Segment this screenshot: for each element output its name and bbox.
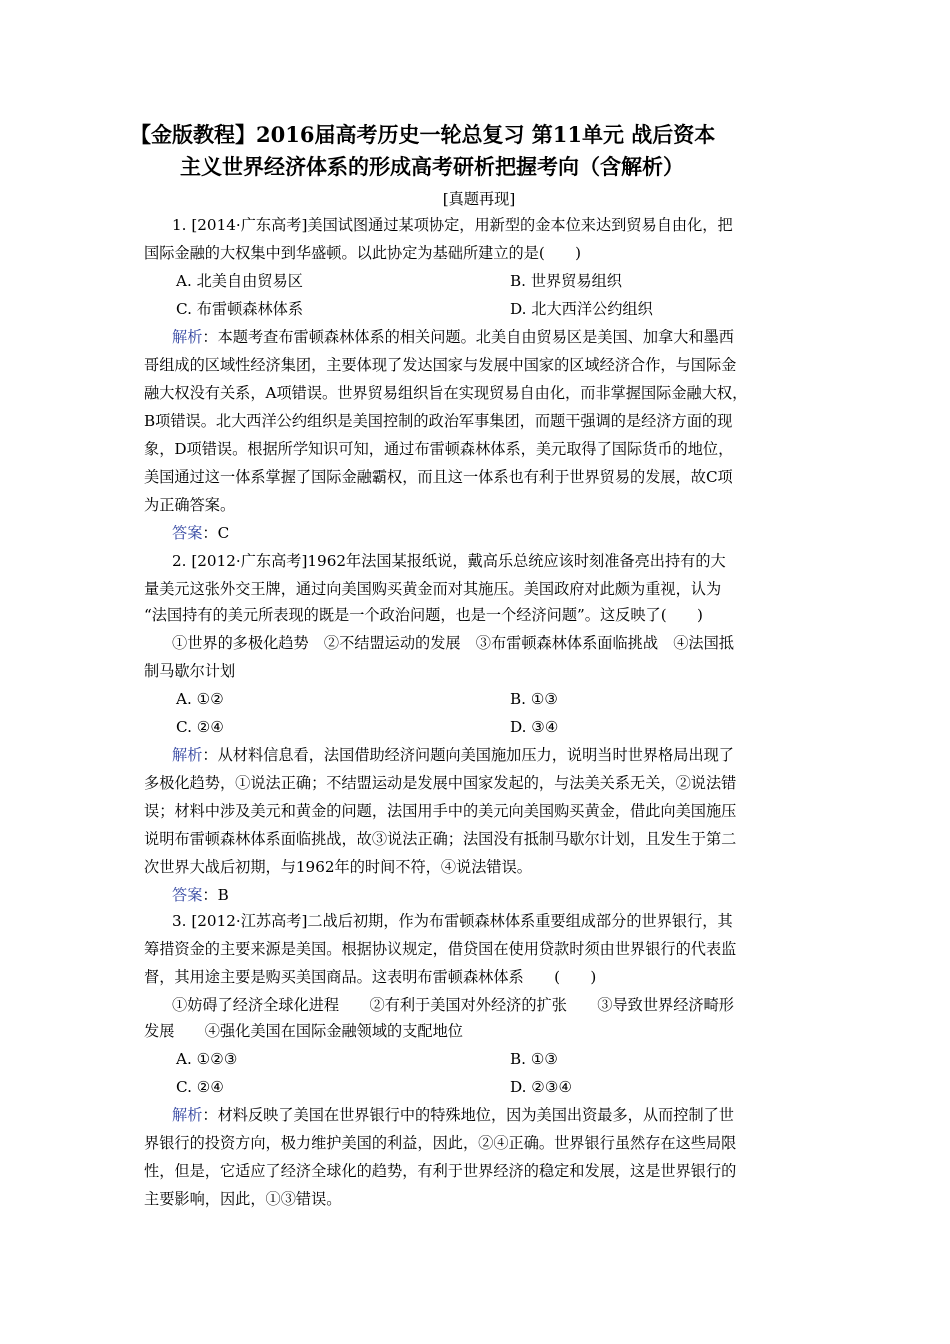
q1-analysis-text: ：本题考查布雷顿森林体系的相关问题。北美自由贸易区是美国、加拿大和墨西: [202, 328, 734, 346]
q3-stem-line: 发展 ④强化美国在国际金融领域的支配地位: [144, 1022, 463, 1040]
q1-stem-line: 国际金融的大权集中到华盛顿。以此协定为基础所建立的是( ): [144, 244, 582, 262]
q2-stem-line: 2. [2012·广东高考]1962年法国某报纸说，戴高乐总统应该时刻准备亮出持有的大: [172, 552, 726, 570]
q3-stem-line: 督，其用途主要是购买美国商品。这表明布雷顿森林体系 ( ): [144, 968, 597, 986]
q2-option-b: B. ①③: [510, 690, 559, 708]
q1-analysis-label: 解析: [172, 328, 203, 346]
q1-analysis-line: 象，D项错误。根据所学知识可知，通过布雷顿森林体系，美元取得了国际货币的地位，: [144, 440, 734, 458]
q2-analysis-line: 误；材料中涉及美元和黄金的问题，法国用手中的美元向美国购买黄金，借此向美国施压: [144, 802, 737, 820]
document-title-line-1: 【金版教程】2016届高考历史一轮总复习 第11单元 战后资本: [130, 122, 716, 147]
q1-option-a: A. 北美自由贸易区: [176, 272, 303, 290]
q3-analysis-label: 解析: [172, 1106, 203, 1124]
q1-analysis-line: [172, 326, 842, 348]
q3-stem-line: 3. [2012·江苏高考]二战后初期，作为布雷顿森林体系重要组成部分的世界银行，其: [172, 912, 733, 930]
q1-analysis-line: B项错误。北大西洋公约组织是美国控制的政治军事集团，而题干强调的是经济方面的现: [144, 412, 733, 430]
q2-analysis-line: 说明布雷顿森林体系面临挑战，故③说法正确；法国没有抵制马歇尔计划，且发生于第二: [144, 830, 737, 848]
q2-stem-line: “法国持有的美元所表现的既是一个政治问题，也是一个经济问题”。这反映了( ): [144, 606, 703, 624]
q3-analysis-text: ：材料反映了美国在世界银行中的特殊地位，因为美国出资最多，从而控制了世: [202, 1106, 734, 1124]
q2-option-d: D. ③④: [510, 718, 559, 736]
q1-stem-line: 1. [2014·广东高考]美国试图通过某项协定，用新型的金本位来达到贸易自由化，把: [172, 216, 733, 234]
q3-stem-line: 筹措资金的主要来源是美国。根据协议规定，借贷国在使用贷款时须由世界银行的代表监: [144, 940, 737, 958]
q3-analysis-line: 性，但是，它适应了经济全球化的趋势，有利于世界经济的稳定和发展，这是世界银行的: [144, 1162, 737, 1180]
q2-answer-label: 答案: [172, 886, 203, 904]
q2-answer-value: ：B: [202, 886, 229, 904]
q2-stem-line: 量美元这张外交王牌，通过向美国购买黄金而对其施压。美国政府对此颇为重视，认为: [144, 580, 722, 598]
q1-option-c: C. 布雷顿森林体系: [176, 300, 304, 318]
section-heading: [真题再现]: [442, 190, 516, 208]
q1-answer-value: ：C: [202, 524, 230, 542]
q1-analysis-line: 融大权没有关系，A项错误。世界贸易组织旨在实现贸易自由化，而非掌握国际金融大权，: [144, 384, 748, 402]
q3-analysis-line: 界银行的投资方向，极力维护美国的利益，因此，②④正确。世界银行虽然存在这些局限: [144, 1134, 737, 1152]
q1-analysis-line: 美国通过这一体系掌握了国际金融霸权，而且这一体系也有利于世界贸易的发展，故C项: [144, 468, 733, 486]
q1-option-d: D. 北大西洋公约组织: [510, 300, 653, 318]
q2-analysis-line: 次世界大战后初期，与1962年的时间不符，④说法错误。: [144, 858, 532, 876]
q2-answer-line: [172, 884, 842, 906]
q3-analysis-line: 主要影响，因此，①③错误。: [144, 1190, 342, 1208]
q3-stem-line: ①妨碍了经济全球化进程 ②有利于美国对外经济的扩张 ③导致世界经济畸形: [172, 996, 734, 1014]
q2-analysis-line: 多极化趋势，①说法正确；不结盟运动是发展中国家发起的，与法美关系无关，②说法错: [144, 774, 737, 792]
q2-option-c: C. ②④: [176, 718, 224, 736]
q3-option-b: B. ①③: [510, 1050, 559, 1068]
q3-option-a: A. ①②③: [176, 1050, 238, 1068]
q1-analysis-line: 为正确答案。: [144, 496, 236, 514]
q2-analysis-line: [172, 744, 842, 766]
q2-analysis-label: 解析: [172, 746, 203, 764]
q1-answer-label: 答案: [172, 524, 203, 542]
q2-stem-line: ①世界的多极化趋势 ②不结盟运动的发展 ③布雷顿森林体系面临挑战 ④法国抵: [172, 634, 734, 652]
q3-option-d: D. ②③④: [510, 1078, 573, 1096]
q1-answer-line: [172, 522, 842, 544]
document-title-line-2: 主义世界经济体系的形成高考研析把握考向（含解析）: [180, 154, 684, 179]
q1-analysis-line: 哥组成的区域性经济集团，主要体现了发达国家与发展中国家的区域经济合作，与国际金: [144, 356, 737, 374]
q2-analysis-text: ：从材料信息看，法国借助经济问题向美国施加压力，说明当时世界格局出现了: [202, 746, 734, 764]
q2-option-a: A. ①②: [176, 690, 224, 708]
q3-option-c: C. ②④: [176, 1078, 224, 1096]
q1-option-b: B. 世界贸易组织: [510, 272, 622, 290]
q2-stem-line: 制马歇尔计划: [144, 662, 236, 680]
q3-analysis-line: [172, 1104, 842, 1126]
